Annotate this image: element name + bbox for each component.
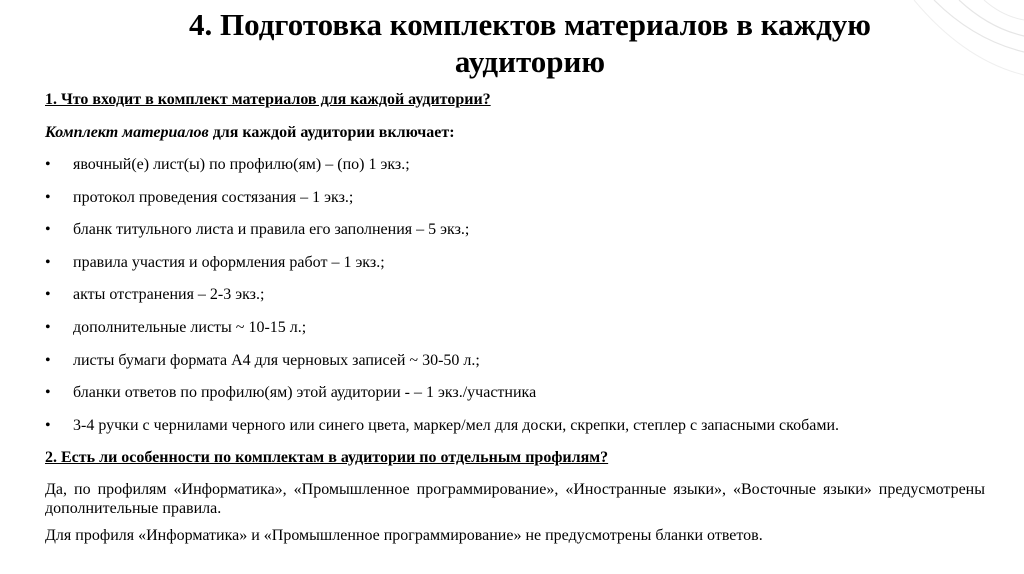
kit-intro-italic: Комплект материалов — [45, 124, 209, 141]
list-item-text: 3-4 ручки с чернилами черного или синего цвета, маркер/мел для доски, скрепки, степлер с запасными скобами. — [73, 416, 840, 434]
bullet-icon: • — [45, 253, 51, 271]
question-2-heading: 2. Есть ли особенности по комплектам в аудитории по отдельным профилям? — [45, 449, 609, 467]
list-item — [45, 318, 985, 337]
list-item-text: правила участия и оформления работ – 1 экз.; — [73, 253, 385, 271]
list-item — [45, 351, 985, 370]
bullet-icon: • — [45, 416, 51, 434]
bullet-icon: • — [45, 318, 51, 336]
bullet-icon: • — [45, 384, 51, 402]
kit-intro — [45, 123, 985, 142]
list-item — [45, 253, 985, 272]
bullet-icon: • — [45, 188, 51, 206]
list-item-text: явочный(е) лист(ы) по профилю(ям) – (по) 1 экз.; — [73, 156, 410, 173]
slide-title: 4. Подготовка комплектов материалов в каждую аудиторию — [189, 7, 871, 79]
kit-intro-rest: для каждой аудитории включает: — [208, 124, 455, 141]
question-1-heading: 1. Что входит в комплект материалов для каждой аудитории? — [45, 91, 491, 108]
list-item-text: бланк титульного листа и правила его заполнения – 5 экз.; — [73, 221, 470, 239]
list-item — [45, 220, 985, 239]
list-item-text: дополнительные листы ~ 10-15 л.; — [73, 318, 307, 336]
list-item — [45, 383, 985, 402]
list-item-text: акты отстранения – 2-3 экз.; — [73, 286, 265, 304]
list-item — [45, 416, 985, 435]
bullet-icon: • — [45, 286, 51, 304]
bullet-icon: • — [45, 221, 51, 239]
kit-items-list — [45, 155, 985, 435]
bullet-icon: • — [45, 351, 51, 369]
answer-paragraph-1: Да, по профилям «Информатика», «Промышленное программирование», «Иностранные языки», «Восточные языки» предусмотрены дополнительные правила. — [45, 481, 985, 518]
list-item-text: листы бумаги формата А4 для черновых записей ~ 30-50 л.; — [73, 351, 480, 369]
list-item-text: протокол проведения состязания – 1 экз.; — [73, 188, 354, 206]
bullet-icon: • — [45, 156, 51, 173]
list-item — [45, 188, 985, 207]
list-item — [45, 285, 985, 304]
slide-content — [45, 90, 985, 553]
list-item — [45, 155, 985, 174]
list-item-text: бланки ответов по профилю(ям) этой аудитории - – 1 экз./участника — [73, 384, 537, 402]
answer-paragraph-2: Для профиля «Информатика» и «Промышленное программирование» не предусмотрены бланки ответов. — [45, 527, 763, 545]
